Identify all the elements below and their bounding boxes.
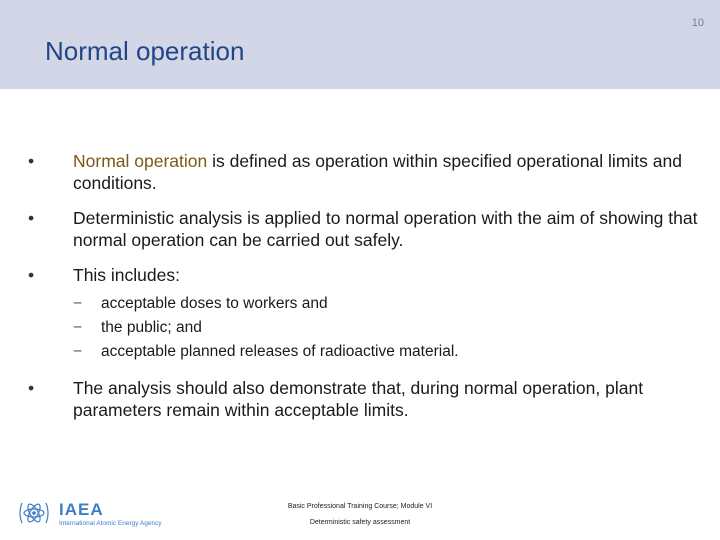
dash-icon: − [73, 295, 83, 312]
sub-item-text: the public; and [101, 319, 202, 336]
dash-icon: − [73, 319, 83, 336]
sub-item-text: acceptable doses to workers and [101, 295, 328, 312]
bullet-dot-icon: • [28, 208, 35, 228]
bullet-dot-icon: • [28, 265, 35, 285]
bullet-text: The analysis should also demonstrate that, during normal operation, plant parameters remain within acceptable limits. [73, 378, 644, 420]
dash-icon: − [73, 343, 83, 360]
bullet-item [28, 207, 698, 251]
slide-title: Normal operation [45, 36, 245, 66]
sub-list [73, 292, 698, 364]
sub-item [73, 292, 698, 316]
bullet-dot-icon: • [28, 151, 35, 171]
highlight-term: Normal operation [73, 151, 208, 171]
footer-topic: Deterministic safety assessment [309, 519, 411, 526]
header-band [0, 0, 720, 89]
logo-text: IAEA [59, 500, 104, 519]
bullet-text: is defined as operation within specified operational limits and conditions. [73, 151, 682, 193]
page-number: 10 [691, 17, 704, 29]
bullet-item [28, 377, 698, 421]
sub-item [73, 340, 698, 364]
sub-item-text: acceptable planned releases of radioactive material. [101, 343, 459, 360]
slide-content [28, 150, 698, 434]
sub-item [73, 316, 698, 340]
logo-subtext: International Atomic Energy Agency [59, 520, 162, 527]
bullet-item [28, 264, 698, 364]
bullet-dot-icon: • [28, 378, 35, 398]
bullet-text: Deterministic analysis is applied to normal operation with the aim of showing that normal operation can be carried out safely. [73, 208, 698, 250]
iaea-logo [14, 493, 184, 533]
iaea-atom-logo-icon [14, 493, 54, 533]
bullet-text: This includes: [73, 265, 180, 285]
bullet-item [28, 150, 698, 194]
footer-course: Basic Professional Training Course; Module VI [287, 503, 433, 510]
